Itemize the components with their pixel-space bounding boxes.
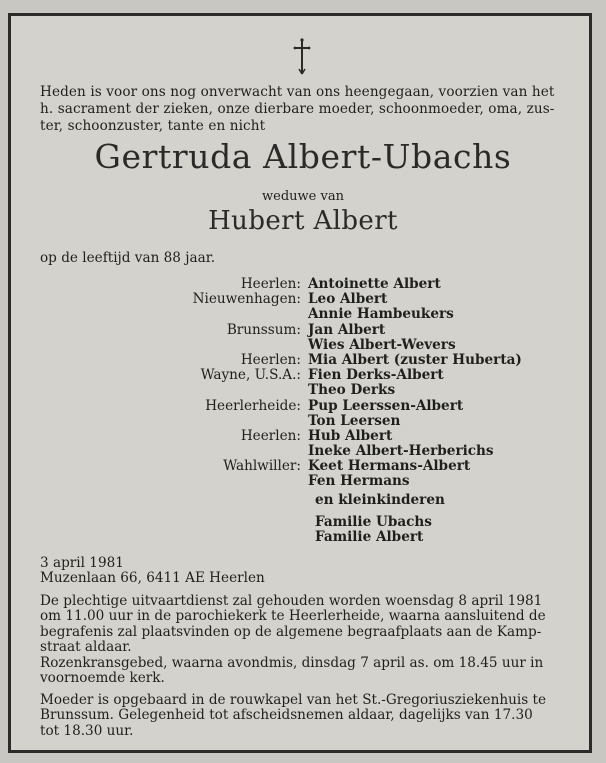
mourner-place: Heerlen:	[240, 276, 301, 292]
mourner-row	[40, 353, 600, 368]
mourner-name: Mia Albert (zuster Huberta)	[308, 351, 522, 368]
mourner-row	[40, 429, 600, 444]
families-block	[315, 515, 432, 545]
mourner-name: Ton Leersen	[308, 412, 401, 429]
mourner-row	[40, 459, 600, 474]
laid-out-line: Moeder is opgebaard in de rouwkapel van het St.-Gregoriusziekenhuis te	[40, 692, 546, 708]
funeral-line: De plechtige uitvaartdienst zal gehouden worden woensdag 8 april 1981	[40, 593, 543, 609]
rosary-line: voornoemde kerk.	[40, 670, 165, 687]
mourner-row	[40, 414, 600, 429]
home-address: Muzenlaan 66, 6411 AE Heerlen	[40, 570, 265, 587]
funeral-paragraph	[40, 594, 565, 656]
mourner-row	[40, 399, 600, 414]
mourner-row	[40, 474, 600, 489]
funeral-line: begrafenis zal plaatsvinden op de algemene begraafplaats aan de Kamp-	[40, 623, 542, 640]
intro-line: ter, schoonzuster, tante en nicht	[40, 118, 266, 134]
mourner-name: Leo Albert	[308, 291, 388, 308]
mourner-name: Fen Hermans	[308, 473, 410, 490]
mourner-place	[40, 338, 308, 353]
family-name: Familie Albert	[315, 529, 424, 546]
mourner-name: Fien Derks-Albert	[308, 367, 444, 384]
mourner-place: Wayne, U.S.A.:	[200, 367, 301, 384]
notice-date: 3 april 1981	[40, 555, 124, 571]
mourner-place: Brunssum:	[226, 321, 301, 338]
mourner-row	[40, 277, 600, 292]
family-name: Familie Ubachs	[315, 514, 432, 530]
mourner-place	[40, 307, 308, 322]
mourner-place	[40, 414, 308, 429]
mourner-row	[40, 338, 600, 353]
intro-text	[40, 84, 570, 135]
mourner-name: Ineke Albert-Herberichs	[308, 443, 494, 460]
laid-out-line: Brunssum. Gelegenheid tot afscheidsnemen aldaar, dagelijks van 17.30	[40, 707, 533, 724]
mourner-place: Heerlerheide:	[205, 397, 301, 414]
funeral-line: om 11.00 uur in de parochiekerk te Heerlerheide, waarna aansluitend de	[40, 608, 546, 625]
intro-line: Heden is voor ons nog onverwacht van ons heengegaan, voorzien van het	[40, 84, 555, 100]
mourner-row	[40, 323, 600, 338]
age-line: op de leeftijd van 88 jaar.	[40, 250, 216, 266]
mourner-name: Jan Albert	[308, 321, 386, 338]
cross-icon	[292, 38, 312, 76]
mourner-place: Nieuwenhagen:	[192, 291, 301, 308]
mourner-place: Heerlen:	[240, 427, 301, 444]
mourner-place	[40, 444, 308, 459]
mourner-place: Wahlwiller:	[223, 458, 301, 475]
rosary-paragraph	[40, 656, 565, 687]
grandchildren-line: en kleinkinderen	[315, 492, 445, 508]
mourner-name: Theo Derks	[308, 382, 396, 399]
mourner-place	[40, 474, 308, 489]
deceased-name: Gertruda Albert-Ubachs	[94, 137, 512, 176]
mourner-name: Hub Albert	[308, 427, 393, 444]
date-address-block	[40, 556, 265, 586]
mourners-list	[40, 277, 600, 490]
mourner-place	[40, 383, 308, 398]
mourner-row	[40, 307, 600, 322]
mourner-name: Pup Leerssen-Albert	[308, 397, 464, 414]
intro-line: h. sacrament der zieken, onze dierbare moeder, schoonmoeder, oma, zus-	[40, 101, 555, 117]
mourner-row	[40, 383, 600, 398]
widow-of-label: weduwe van	[262, 189, 344, 204]
mourner-row	[40, 368, 600, 383]
husband-name: Hubert Albert	[208, 206, 398, 236]
laid-out-paragraph	[40, 693, 565, 739]
funeral-line: straat aldaar.	[40, 639, 132, 656]
mourner-name: Keet Hermans-Albert	[308, 458, 471, 475]
mourner-row	[40, 292, 600, 307]
mourner-name: Antoinette Albert	[308, 276, 441, 292]
mourner-place: Heerlen:	[240, 351, 301, 368]
mourner-name: Annie Hambeukers	[308, 306, 454, 323]
mourner-name: Wies Albert-Wevers	[308, 336, 456, 353]
mourner-row	[40, 444, 600, 459]
laid-out-line: tot 18.30 uur.	[40, 722, 134, 739]
rosary-line: Rozenkransgebed, waarna avondmis, dinsdag 7 april as. om 18.45 uur in	[40, 655, 544, 671]
